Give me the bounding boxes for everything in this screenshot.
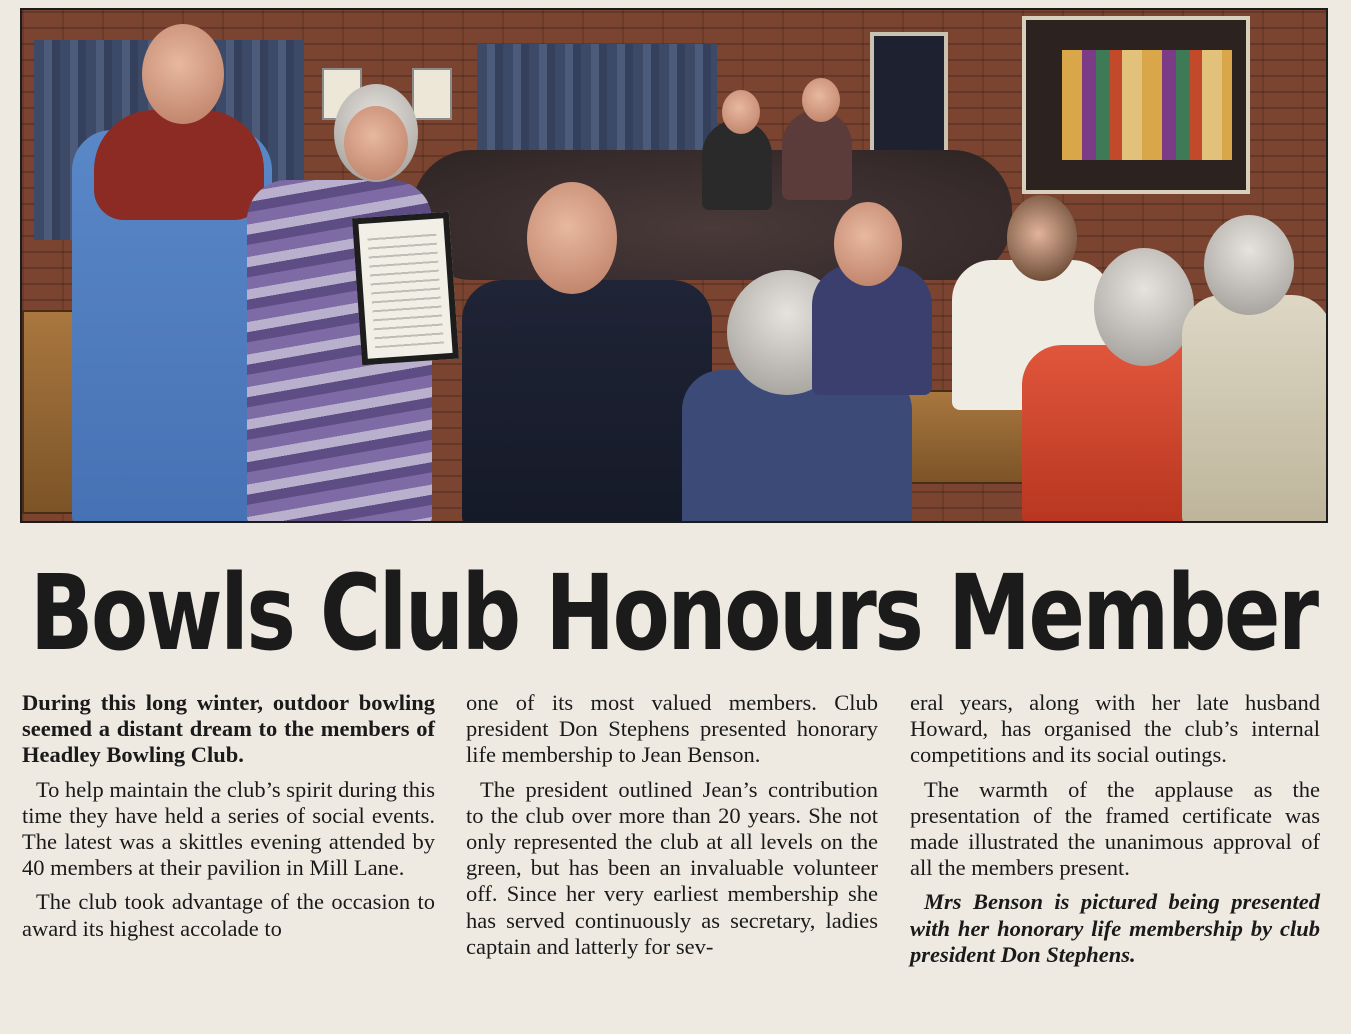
photo-caption: Mrs Benson is pictured being presented with her honorary life membership by club president Don Stephens. — [910, 889, 1320, 967]
news-photo — [20, 8, 1328, 523]
article-column-2 — [466, 690, 878, 960]
bar-shelves — [1062, 50, 1232, 160]
body-paragraph: The warmth of the applause as the presentation of the framed certificate was made illustrated the unanimous approval of all the members present. — [910, 776, 1320, 881]
headline: Bowls Club Honours Member — [30, 552, 1317, 674]
lead-paragraph: During this long winter, outdoor bowling seemed a distant dream to the members of Headley Bowling Club. — [22, 690, 435, 768]
article-column-3 — [910, 690, 1320, 968]
article-column-1 — [22, 690, 435, 942]
body-paragraph: To help maintain the club’s spirit during this time they have held a series of social events. The latest was a skittles evening attended by 40 members at their pavilion in Mill Lane. — [22, 776, 436, 881]
body-paragraph: The club took advantage of the occasion to award its highest accolade to — [22, 889, 435, 941]
body-paragraph-continued: eral years, along with her late husband Howard, has organised the club’s internal competitions and its social outings. — [910, 690, 1320, 768]
wall-plaque — [412, 68, 452, 120]
body-paragraph: The president outlined Jean’s contribution to the club over more than 20 years. She not only represented the club at all levels on the green, but has been an invaluable volunteer off. Since her very earliest membership she has served continuously as secretary, ladies captain and latterly for sev- — [466, 776, 878, 959]
body-paragraph-continued: one of its most valued members. Club president Don Stephens presented honorary life membership to Jean Benson. — [466, 690, 878, 768]
framed-certificate — [352, 212, 459, 365]
